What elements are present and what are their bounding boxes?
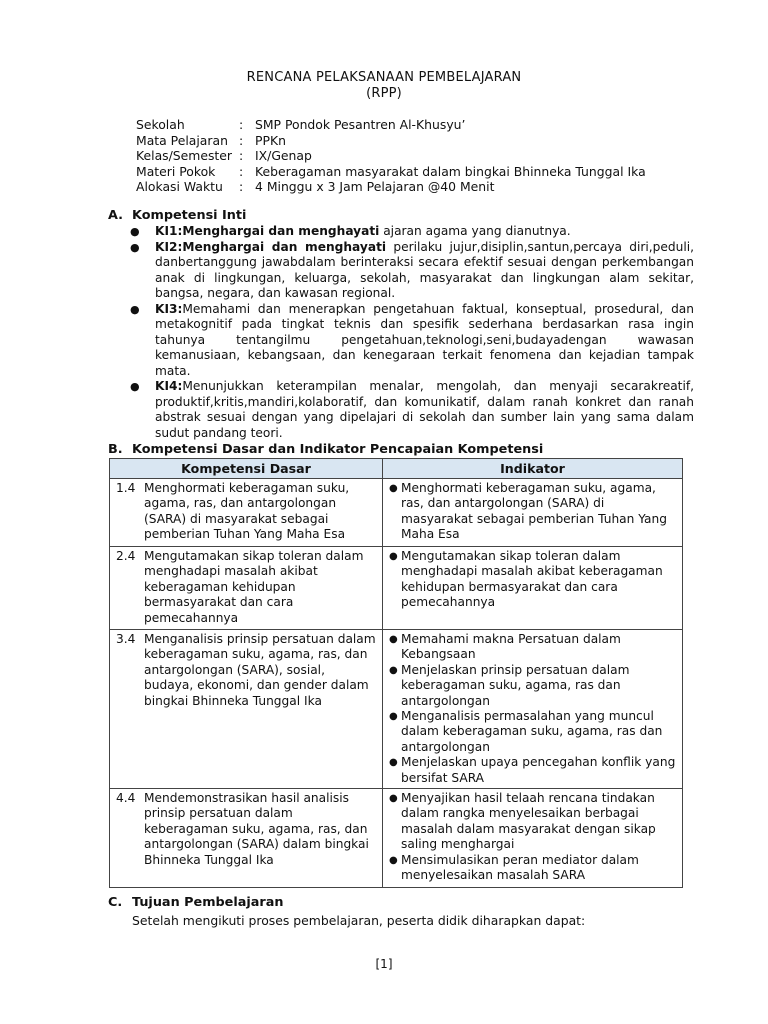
identity-row xyxy=(136,164,646,180)
list-item xyxy=(389,791,678,853)
ki-key: KI4: xyxy=(155,379,183,393)
bullet-icon: ● xyxy=(130,225,140,238)
bullet-icon: ● xyxy=(389,551,398,562)
identity-colon: : xyxy=(239,163,244,179)
indicator-cell xyxy=(383,547,683,630)
kompetensi-inti-list xyxy=(130,224,694,441)
ki-text: Memahami dan menerapkan pengetahuan faktual, konseptual, prosedural, dan metakognitif pada tingkat teknis dan spesifik sederhana berdasarkan rasa ingin tahunya tentangilmu pengetahuan,teknologi,seni,budayadengan wawasan kemanusiaan, kebangsaan, dan kenegaraan terkait fenomena dan kejadian tampak mata. xyxy=(155,301,694,378)
table-header-row xyxy=(110,459,683,479)
list-item xyxy=(389,632,678,663)
indicator-text: Mengutamakan sikap toleran dalam menghadapi masalah akibat keberagaman kehidupan bermasyarakat dan cara pemecahannya xyxy=(401,549,663,610)
identity-label: Sekolah xyxy=(136,117,185,132)
identity-label: Materi Pokok xyxy=(136,163,216,179)
section-b-heading xyxy=(108,442,543,457)
indicator-text: Mensimulasikan peran mediator dalam menyelesaikan masalah SARA xyxy=(401,852,639,883)
bullet-icon: ● xyxy=(389,793,398,805)
indicator-cell xyxy=(383,630,683,789)
kd-cell xyxy=(110,789,383,888)
indicator-text: Menghormati keberagaman suku, agama, ras, dan antargolongan (SARA) di masyarakat sebagai pemberian Tuhan Yang Maha Esa xyxy=(401,481,667,542)
document-title: RENCANA PELAKSANAAN PEMBELAJARAN xyxy=(246,70,522,85)
indicator-cell xyxy=(383,789,683,888)
section-c-title: Tujuan Pembelajaran xyxy=(132,895,284,910)
identity-label: Kelas/Semester xyxy=(136,148,233,163)
table-row xyxy=(110,789,683,888)
list-item xyxy=(130,224,694,240)
list-item xyxy=(389,663,678,709)
ki-key: KI3: xyxy=(155,301,183,316)
list-item xyxy=(130,302,694,380)
section-a-heading xyxy=(108,208,246,223)
list-item xyxy=(130,379,694,441)
identity-row xyxy=(136,148,646,164)
kd-cell xyxy=(110,479,383,547)
kd-number: 2.4 xyxy=(116,549,136,563)
indicator-text: Menyajikan hasil telaah rencana tindakan dalam rangka menyelesaikan berbagai masalah dalam masyarakat dengan sikap saling menghargai xyxy=(401,791,656,852)
ki-key: KI2:Menghargai dan menghayati xyxy=(155,239,387,254)
indicator-text: Memahami makna Persatuan dalam Kebangsaan xyxy=(401,632,621,662)
identity-value: IX/Genap xyxy=(255,148,312,163)
bullet-icon: ● xyxy=(389,664,398,676)
column-header-kd: Kompetensi Dasar xyxy=(110,459,383,479)
section-b-letter: B. xyxy=(108,442,123,457)
section-a-letter: A. xyxy=(108,208,124,223)
identity-row xyxy=(136,133,646,149)
bullet-icon: ● xyxy=(130,240,140,254)
identity-value: Keberagaman masyarakat dalam bingkai Bhinneka Tunggal Ika xyxy=(255,163,646,179)
identity-value: 4 Minggu x 3 Jam Pelajaran @40 Menit xyxy=(255,179,495,194)
kd-text: Menganalisis prinsip persatuan dalam keberagaman suku, agama, ras, dan antargolongan (SARA), sosial, budaya, ekonomi, dan gender dalam bingkai Bhinneka Tunggal Ika xyxy=(144,632,376,708)
identity-label: Mata Pelajaran xyxy=(136,132,228,148)
bullet-icon: ● xyxy=(130,302,140,316)
list-item xyxy=(389,709,678,755)
ki-text: Menunjukkan keterampilan menalar, mengolah, dan menyaji secarakreatif, produktif,kritis,mandiri,kolaboratif, dan komunikatif, dalam ranah konkret dan ranah abstrak sesuai dengan yang dipelajari di sekolah dan sumber lain yang sama dalam sudut pandang teori. xyxy=(155,379,694,440)
kd-number: 1.4 xyxy=(116,481,136,495)
ki-key: KI1:Menghargai dan menghayati xyxy=(155,224,380,238)
section-c-letter: C. xyxy=(108,895,123,910)
list-item xyxy=(389,481,678,543)
bullet-icon: ● xyxy=(389,854,398,866)
kd-text: Menghormati keberagaman suku, agama, ras, dan antargolongan (SARA) di masyarakat sebagai pemberian Tuhan Yang Maha Esa xyxy=(144,481,350,542)
identity-row xyxy=(136,179,646,195)
identity-colon: : xyxy=(239,179,244,194)
bullet-icon: ● xyxy=(389,483,398,494)
identity-table xyxy=(136,117,646,195)
section-c-heading xyxy=(108,895,283,910)
identity-colon: : xyxy=(239,148,244,163)
tujuan-text: Setelah mengikuti proses pembelajaran, peserta didik diharapkan dapat: xyxy=(132,913,586,928)
document-subtitle: (RPP) xyxy=(366,86,402,101)
bullet-icon: ● xyxy=(389,634,398,645)
table-row xyxy=(110,547,683,630)
bullet-icon: ● xyxy=(130,380,140,393)
indicator-text: Menjelaskan prinsip persatuan dalam keberagaman suku, agama, ras dan antargolongan xyxy=(401,662,630,708)
identity-value: PPKn xyxy=(255,132,286,148)
indicator-text: Menganalisis permasalahan yang muncul dalam keberagaman suku, agama, ras dan antargolongan xyxy=(401,709,663,754)
kd-number: 3.4 xyxy=(116,632,136,646)
bullet-icon: ● xyxy=(389,757,398,769)
identity-label: Alokasi Waktu xyxy=(136,179,223,194)
identity-colon: : xyxy=(239,117,244,132)
list-item xyxy=(389,755,678,786)
kompetensi-dasar-table xyxy=(109,458,683,888)
ki-text: ajaran agama yang dianutnya. xyxy=(379,224,571,238)
bullet-icon: ● xyxy=(389,711,398,723)
table-row xyxy=(110,479,683,547)
identity-colon: : xyxy=(239,132,244,148)
kd-cell xyxy=(110,547,383,630)
list-item xyxy=(130,240,694,302)
identity-value: SMP Pondok Pesantren Al-Khusyu’ xyxy=(255,117,466,132)
table-row xyxy=(110,630,683,789)
indicator-cell xyxy=(383,479,683,547)
section-a-title: Kompetensi Inti xyxy=(132,208,247,223)
kd-text: Mengutamakan sikap toleran dalam menghadapi masalah akibat keberagaman kehidupan bermasyarakat dan cara pemecahannya xyxy=(144,549,364,625)
page-number: [1] xyxy=(375,957,393,971)
list-item xyxy=(389,549,678,611)
kd-cell xyxy=(110,630,383,789)
identity-row xyxy=(136,117,646,133)
list-item xyxy=(389,853,678,884)
kd-number: 4.4 xyxy=(116,791,136,806)
kd-text: Mendemonstrasikan hasil analisis prinsip persatuan dalam keberagaman suku, agama, ras, dan antargolongan (SARA) dalam bingkai Bhinneka Tunggal Ika xyxy=(144,791,369,867)
indicator-text: Menjelaskan upaya pencegahan konflik yang bersifat SARA xyxy=(401,755,676,785)
column-header-indikator: Indikator xyxy=(383,459,683,479)
ki-text: perilaku jujur,disiplin,santun,percaya diri,peduli, danbertanggung jawabdalam berinteraksi secara efektif sesuai dengan perkembangan anak di lingkungan, keluarga, sekolah, masyarakat dan lingkungan alam sekitar, bangsa, negara, dan kawasan regional. xyxy=(155,239,694,300)
section-b-title: Kompetensi Dasar dan Indikator Pencapaian Kompetensi xyxy=(132,442,544,457)
